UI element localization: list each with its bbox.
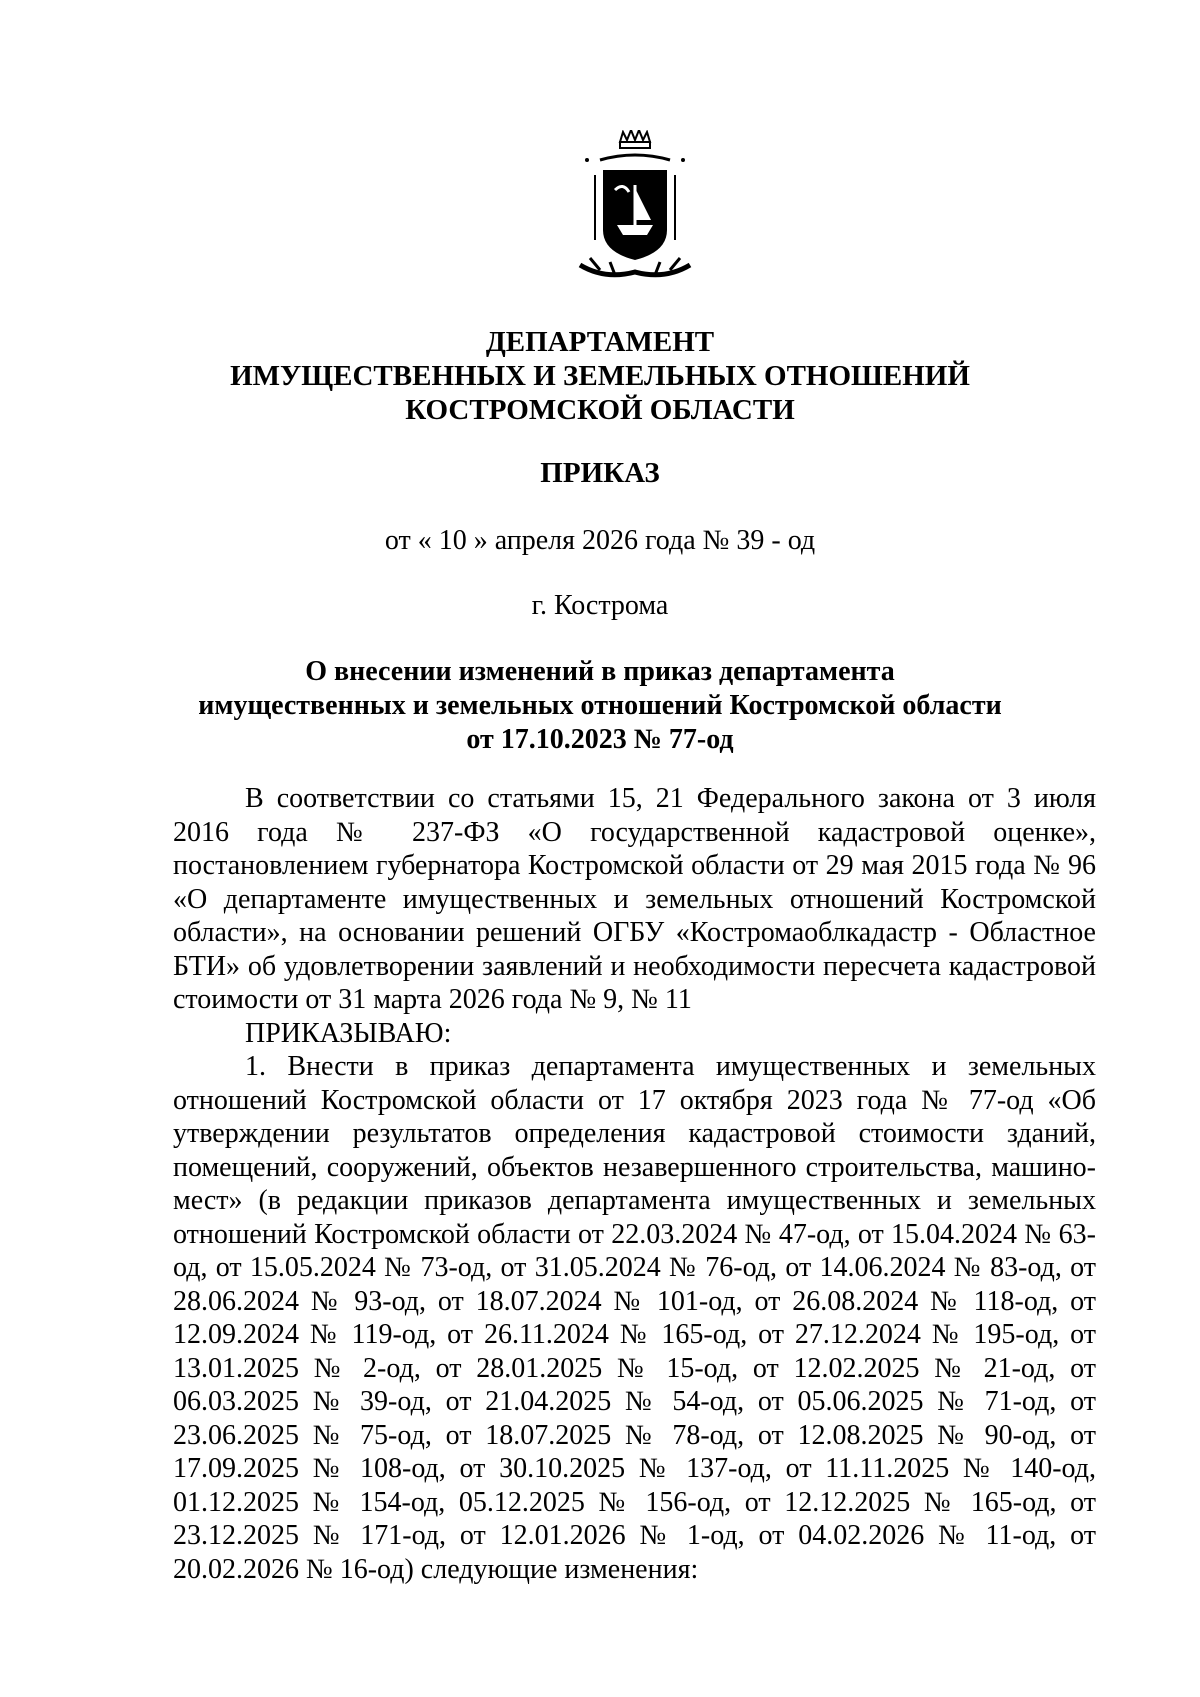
document-city: г. Кострома	[531, 590, 669, 621]
department-line-1: ДЕПАРТАМЕНТ	[485, 326, 715, 358]
coat-of-arms-emblem	[565, 130, 705, 290]
document-date-number: от « 10 » апреля 2026 года № 39 - од	[384, 525, 816, 556]
department-name	[0, 325, 1200, 427]
document-type: ПРИКАЗ	[540, 457, 660, 489]
item-1-paragraph: 1. Внести в приказ департамента имущественных и земельных отношений Костромской области от 17 октября 2023 года № 77-од «Об утверждении результатов определения кадастровой стоимости зданий, помещений, сооружений, объектов незавершенного строительства, машино-мест» (в редакции приказов департамента имущественных и земельных отношений Костромской области от 22.03.2024 № 47-од, от 15.04.2024 № 63-од, от 15.05.2024 № 73-од, от 31.05.2024 № 76-од, от 14.06.2024 № 83-од, от 28.06.2024 № 93-од, от 18.07.2024 № 101-од, от 26.08.2024 № 118-од, от 12.09.2024 № 119-од, от 26.11.2024 № 165-од, от 27.12.2024 № 195-од, от 13.01.2025 № 2-од, от 28.01.2025 № 15-од, от 12.02.2025 № 21-од, от 06.03.2025 № 39-од, от 21.04.2025 № 54-од, от 05.06.2025 № 71-од, от 23.06.2025 № 75-од, от 18.07.2025 № 78-од, от 12.08.2025 № 90-од, от 17.09.2025 № 108-од, от 30.10.2025 № 137-од, от 11.11.2025 № 140-од, 01.12.2025 № 154-од, 05.12.2025 № 156-од, от 12.12.2025 № 165-од, от 23.12.2025 № 171-од, от 12.01.2026 № 1-од, от 04.02.2026 № 11-од, от 20.02.2026 № 16-од) следующие изменения:	[173, 1051, 1096, 1585]
subject-line-1: О внесении изменений в приказ департамента	[305, 656, 895, 687]
document-subject	[0, 655, 1200, 757]
document-body	[173, 782, 1096, 1586]
subject-line-2: имущественных и земельных отношений Костромской области	[198, 690, 1002, 721]
subject-line-3: от 17.10.2023 № 77-од	[466, 724, 734, 755]
preamble-paragraph: В соответствии со статьями 15, 21 Федерального закона от 3 июля 2016 года № 237-ФЗ «О государственной кадастровой оценке», постановлением губернатора Костромской области от 29 мая 2015 года № 96 «О департаменте имущественных и земельных отношений Костромской области», на основании решений ОГБУ «Костромаоблкадастр - Областное БТИ» об удовлетворении заявлений и необходимости пересчета кадастровой стоимости от 31 марта 2026 года № 9, № 11	[173, 783, 1096, 1015]
order-word: ПРИКАЗЫВАЮ:	[245, 1017, 452, 1049]
department-line-3: КОСТРОМСКОЙ ОБЛАСТИ	[405, 394, 795, 426]
department-line-2: ИМУЩЕСТВЕННЫХ И ЗЕМЕЛЬНЫХ ОТНОШЕНИЙ	[230, 360, 970, 392]
